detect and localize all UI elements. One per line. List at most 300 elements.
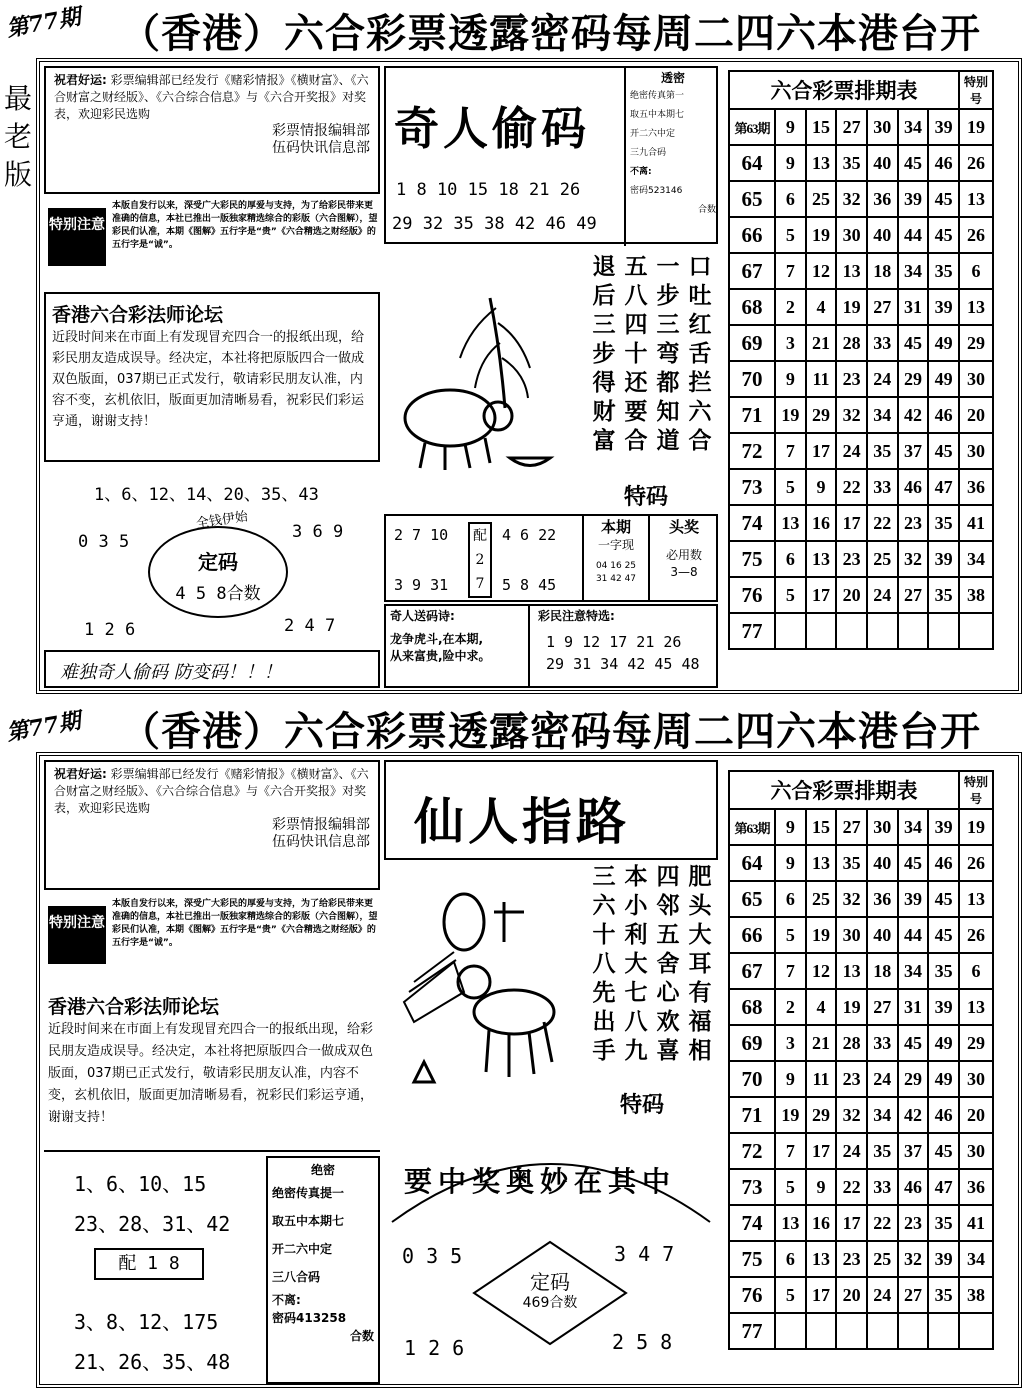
number-cell: 13 <box>775 505 806 541</box>
special-cell: 36 <box>959 469 993 505</box>
schedule-table <box>728 770 994 1350</box>
number-cell: 22 <box>836 469 867 505</box>
number-cell: 32 <box>836 397 867 433</box>
number-cell: 9 <box>775 145 806 181</box>
schedule-title: 六合彩票排期表 <box>729 771 959 809</box>
number-cell: 39 <box>928 541 959 577</box>
special-cell: 13 <box>959 181 993 217</box>
number-cell: 32 <box>898 1241 929 1277</box>
diamond-bottom-left: 1 2 6 <box>404 1336 465 1360</box>
number-cell: 17 <box>836 1205 867 1241</box>
number-cell: 25 <box>867 1241 898 1277</box>
number-cell: 5 <box>775 217 806 253</box>
headline: （香港）六合彩票透露密码每周二四六本港台开 <box>120 708 981 755</box>
number-cell: 36 <box>867 881 898 917</box>
main-title: 奇人偷码 <box>394 102 591 155</box>
circle-code-area <box>44 470 380 648</box>
special-cell: 30 <box>959 361 993 397</box>
poem-column-2: 五八四十还要合 <box>624 253 648 454</box>
special-cell: 30 <box>959 1133 993 1169</box>
special-cell <box>959 1313 993 1349</box>
special-cell: 20 <box>959 397 993 433</box>
number-cell: 35 <box>928 505 959 541</box>
period-cell: 70 <box>729 1061 775 1097</box>
number-cell <box>775 613 806 649</box>
secret-row-2: 29 32 35 38 42 46 49 <box>392 214 597 234</box>
special-cell: 13 <box>959 289 993 325</box>
secret-box <box>384 66 718 244</box>
number-cell <box>898 613 929 649</box>
period-cell: 72 <box>729 433 775 469</box>
number-cell: 39 <box>928 809 959 845</box>
number-cell: 29 <box>898 361 929 397</box>
mid-grid <box>384 514 718 602</box>
benqi-box: 本期 一字现 04 16 25 31 42 47 <box>582 516 648 602</box>
schedule-row <box>729 145 993 181</box>
schedule-row <box>729 433 993 469</box>
schedule-row <box>729 109 993 145</box>
period-cell: 65 <box>729 181 775 217</box>
number-cell: 21 <box>806 325 837 361</box>
number-cell: 2 <box>775 989 806 1025</box>
special-cell: 30 <box>959 433 993 469</box>
number-cell: 12 <box>806 953 837 989</box>
forum-title: 香港六合彩法师论坛 <box>48 996 220 1018</box>
arch-area <box>384 1126 718 1384</box>
number-cell: 5 <box>775 1277 806 1313</box>
number-cell: 33 <box>867 1025 898 1061</box>
toujiang-box: 头奖 必用数 3—8 <box>648 516 718 602</box>
number-cell: 24 <box>836 433 867 469</box>
number-cell: 24 <box>836 1133 867 1169</box>
number-cell: 33 <box>867 325 898 361</box>
number-cell: 45 <box>898 145 929 181</box>
schedule-row <box>729 1313 993 1349</box>
diamond-right: 3 4 7 <box>614 1242 675 1266</box>
circle-left-numbers: 0 3 5 <box>78 532 130 552</box>
number-cell: 5 <box>775 577 806 613</box>
period-cell: 第63期 <box>729 809 775 845</box>
number-cell: 3 <box>775 1025 806 1061</box>
notice-badge: 特别注意 <box>48 208 106 266</box>
number-cell: 32 <box>836 181 867 217</box>
greeting-box <box>44 760 380 890</box>
schedule-header-row <box>729 771 993 809</box>
schedule-row <box>729 289 993 325</box>
period-cell: 65 <box>729 881 775 917</box>
schedule-row <box>729 613 993 649</box>
period-cell: 66 <box>729 917 775 953</box>
circle-arc-text: 全钱伊始 <box>195 509 249 532</box>
schedule-row <box>729 361 993 397</box>
diamond-bottom-right: 2 5 8 <box>612 1330 673 1354</box>
number-cell <box>928 613 959 649</box>
number-cell: 13 <box>775 1205 806 1241</box>
special-cell: 26 <box>959 217 993 253</box>
period-cell: 74 <box>729 1205 775 1241</box>
number-cell: 13 <box>836 953 867 989</box>
title-box <box>384 760 718 860</box>
pair-box: 配 1 8 <box>94 1248 204 1280</box>
number-cell: 6 <box>775 1241 806 1277</box>
number-cell: 27 <box>867 989 898 1025</box>
number-cell: 39 <box>928 109 959 145</box>
period-cell: 71 <box>729 397 775 433</box>
number-cell: 27 <box>836 809 867 845</box>
code-ellipse <box>148 526 288 618</box>
number-cell: 28 <box>836 1025 867 1061</box>
number-cell: 13 <box>836 253 867 289</box>
number-cell: 49 <box>928 325 959 361</box>
period-cell: 72 <box>729 1133 775 1169</box>
special-cell: 36 <box>959 1169 993 1205</box>
period-cell: 66 <box>729 217 775 253</box>
number-cell: 22 <box>867 505 898 541</box>
number-cell: 34 <box>898 109 929 145</box>
period-cell: 67 <box>729 253 775 289</box>
poem-column-3: 四邻五舍心欢喜 <box>656 863 680 1064</box>
number-cell: 17 <box>806 1277 837 1313</box>
number-cell: 35 <box>867 1133 898 1169</box>
special-cell: 26 <box>959 145 993 181</box>
forum-box <box>44 292 380 462</box>
secret-side-title: 透密 <box>660 71 685 85</box>
number-cell: 33 <box>867 1169 898 1205</box>
schedule-row <box>729 181 993 217</box>
number-cell: 46 <box>928 845 959 881</box>
number-cell: 18 <box>867 253 898 289</box>
number-cell: 39 <box>928 289 959 325</box>
number-cell: 34 <box>898 953 929 989</box>
number-cell: 13 <box>806 1241 837 1277</box>
poem-footer: 特码 <box>620 1092 665 1118</box>
circle-bottom-left: 1 2 6 <box>84 620 136 640</box>
special-cell: 38 <box>959 577 993 613</box>
number-cell: 3 <box>775 325 806 361</box>
number-cell: 13 <box>806 541 837 577</box>
period-cell: 69 <box>729 325 775 361</box>
number-cell: 45 <box>928 217 959 253</box>
number-cell: 19 <box>775 397 806 433</box>
number-cell: 15 <box>806 109 837 145</box>
number-cell: 17 <box>806 577 837 613</box>
special-cell: 41 <box>959 1205 993 1241</box>
number-cell: 2 <box>775 289 806 325</box>
forum-text: 近段时间来在市面上有发现冒充四合一的报纸出现，给彩民朋友造成误导。经决定，本社将把原版四合一做成双色版面，037期已正式发行，敬请彩民朋友认准，内容不变，玄机依旧，版面更加清晰易看，祝彩民们彩运亨通，谢谢支持！ <box>48 1022 374 1125</box>
schedule-title: 六合彩票排期表 <box>729 71 959 109</box>
number-cell: 47 <box>928 1169 959 1205</box>
nums-line-3: 3、8、12、175 <box>74 1310 219 1334</box>
greeting-title: 祝君好运: <box>54 767 107 781</box>
number-cell: 20 <box>836 577 867 613</box>
poem-area <box>384 248 718 510</box>
number-cell: 9 <box>806 1169 837 1205</box>
number-cell: 22 <box>836 1169 867 1205</box>
schedule-row <box>729 989 993 1025</box>
number-cell <box>806 613 837 649</box>
greeting-sign-2: 伍码快讯信息部 <box>272 140 370 156</box>
number-cell: 6 <box>775 541 806 577</box>
number-cell <box>867 613 898 649</box>
schedule-row <box>729 917 993 953</box>
forum-title: 香港六合彩法师论坛 <box>52 304 224 326</box>
number-cell: 32 <box>836 881 867 917</box>
special-cell: 34 <box>959 541 993 577</box>
number-cell: 45 <box>928 881 959 917</box>
period-cell: 76 <box>729 577 775 613</box>
number-cell: 13 <box>806 845 837 881</box>
number-cell: 35 <box>928 953 959 989</box>
number-cell: 40 <box>867 845 898 881</box>
number-cell: 23 <box>836 1241 867 1277</box>
number-cell: 44 <box>898 917 929 953</box>
special-cell: 19 <box>959 809 993 845</box>
special-pick: 彩民注意特选: 1 9 12 17 21 26 29 31 34 42 45 48 <box>538 609 700 673</box>
number-cell: 29 <box>806 397 837 433</box>
period-cell: 76 <box>729 1277 775 1313</box>
schedule-header-row <box>729 71 993 109</box>
number-cell: 19 <box>806 217 837 253</box>
number-cell: 24 <box>867 1277 898 1313</box>
number-cell: 21 <box>806 1025 837 1061</box>
number-cell: 40 <box>867 217 898 253</box>
number-cell: 25 <box>806 181 837 217</box>
number-cell: 17 <box>806 433 837 469</box>
pig-illustration <box>390 288 580 488</box>
number-cell: 30 <box>867 809 898 845</box>
main-title: 仙人指路 <box>414 792 630 851</box>
gift-poem: 奇人送码诗: 龙争虎斗,在本期, 从来富贵,险中求。 <box>386 606 530 686</box>
number-cell: 4 <box>806 289 837 325</box>
nums-line-1: 1、6、10、15 <box>74 1172 207 1196</box>
numbers-box <box>44 1156 264 1384</box>
number-cell: 45 <box>928 181 959 217</box>
number-cell <box>867 1313 898 1349</box>
number-cell: 29 <box>898 1061 929 1097</box>
circle-center-sub: 4 5 8合数 <box>175 584 261 604</box>
number-cell: 35 <box>928 1277 959 1313</box>
period-cell: 77 <box>729 1313 775 1349</box>
number-cell: 13 <box>806 145 837 181</box>
period-cell: 68 <box>729 289 775 325</box>
circle-top-numbers: 1、6、12、14、20、35、43 <box>94 485 319 505</box>
number-cell: 46 <box>898 469 929 505</box>
notice-badge: 特别注意 <box>48 906 106 964</box>
special-cell: 26 <box>959 845 993 881</box>
number-cell: 45 <box>928 433 959 469</box>
mid-bottom <box>384 604 718 688</box>
special-cell: 41 <box>959 505 993 541</box>
special-cell: 29 <box>959 1025 993 1061</box>
issue-tag: 第77期 <box>4 3 83 43</box>
number-cell: 29 <box>806 1097 837 1133</box>
poem-column-2: 本小利大七八九 <box>624 863 648 1064</box>
schedule-row <box>729 397 993 433</box>
arch-text: 要中奖奥妙在其中 <box>404 1165 677 1198</box>
schedule-row <box>729 469 993 505</box>
number-cell: 24 <box>867 1061 898 1097</box>
secret-row-1: 1 8 10 15 18 21 26 <box>396 180 581 200</box>
number-cell: 32 <box>898 541 929 577</box>
notice-text: 本版自发行以来，深受广大彩民的厚爱与支持，为了给彩民带来更准确的信息，本社已推出一版独家精选综合的彩版（六合图解），望彩民们认准，本期《图解》五行字是“贵”《六合精选之财经版》的五行字是“诚”。 <box>112 201 378 250</box>
number-cell: 23 <box>898 1205 929 1241</box>
number-cell: 20 <box>836 1277 867 1313</box>
number-cell: 19 <box>806 917 837 953</box>
circle-right-numbers: 3 6 9 <box>292 522 344 542</box>
greeting-sign-2: 伍码快讯信息部 <box>272 834 370 850</box>
period-cell: 70 <box>729 361 775 397</box>
number-cell: 18 <box>867 953 898 989</box>
number-cell: 16 <box>806 1205 837 1241</box>
number-cell <box>806 1313 837 1349</box>
forum-text: 近段时间来在市面上有发现冒充四合一的报纸出现，给彩民朋友造成误导。经决定，本社将把原版四合一做成双色版面，037期已正式发行，敬请彩民朋友认准，内容不变，玄机依旧，版面更加清晰易看，祝彩民们彩运亨通，谢谢支持！ <box>52 330 365 429</box>
period-cell: 75 <box>729 541 775 577</box>
notice-block <box>44 198 380 284</box>
number-cell: 39 <box>928 989 959 1025</box>
number-cell: 31 <box>898 289 929 325</box>
schedule-row <box>729 809 993 845</box>
number-cell: 9 <box>806 469 837 505</box>
secret-title: 绝密 <box>310 1163 335 1177</box>
number-cell: 40 <box>867 145 898 181</box>
number-cell: 32 <box>836 1097 867 1133</box>
circle-center-title: 定码 <box>198 550 238 574</box>
greeting-box <box>44 66 380 194</box>
number-cell: 5 <box>775 469 806 505</box>
schedule-row <box>729 217 993 253</box>
number-cell: 49 <box>928 1061 959 1097</box>
sheet-top <box>0 0 1026 695</box>
period-cell: 第63期 <box>729 109 775 145</box>
number-cell: 49 <box>928 361 959 397</box>
circle-bottom-right: 2 4 7 <box>284 616 336 636</box>
number-cell: 37 <box>898 1133 929 1169</box>
schedule-row <box>729 1205 993 1241</box>
number-cell: 22 <box>867 1205 898 1241</box>
number-cell: 31 <box>898 989 929 1025</box>
number-cell: 34 <box>867 1097 898 1133</box>
notice-block <box>44 894 380 982</box>
number-cell: 25 <box>867 541 898 577</box>
number-cell: 5 <box>775 1169 806 1205</box>
poem-area <box>384 862 718 1122</box>
number-cell: 40 <box>867 917 898 953</box>
number-cell: 45 <box>898 325 929 361</box>
period-cell: 73 <box>729 469 775 505</box>
grid-center: 配 2 7 <box>468 522 492 598</box>
special-cell: 29 <box>959 325 993 361</box>
schedule-row <box>729 881 993 917</box>
sheet-bottom <box>0 696 1026 1391</box>
number-cell: 5 <box>775 917 806 953</box>
number-cell: 23 <box>836 541 867 577</box>
number-cell: 46 <box>928 1097 959 1133</box>
schedule-row <box>729 325 993 361</box>
number-cell: 19 <box>836 989 867 1025</box>
number-cell: 7 <box>775 433 806 469</box>
number-cell: 7 <box>775 1133 806 1169</box>
greeting-body: 彩票编辑部已经发行《赌彩情报》《横财富》、《六合财富之财经版》、《六合综合信息》与《六合开奖报》对奖表，欢迎彩民选购 <box>54 73 369 121</box>
schedule-row <box>729 253 993 289</box>
schedule-table <box>728 70 994 650</box>
number-cell: 30 <box>836 217 867 253</box>
number-cell: 45 <box>898 845 929 881</box>
number-cell: 45 <box>928 917 959 953</box>
notice-text: 本版自发行以来，深受广大彩民的厚爱与支持，为了给彩民带来更准确的信息，本社已推出一版独家精选综合的彩版（六合图解），望彩民们认准，本期《图解》五行字是“贵”《六合精选之财经版》的五行字是“诚”。 <box>112 899 378 948</box>
number-cell <box>836 613 867 649</box>
schedule-row <box>729 1133 993 1169</box>
headline: （香港）六合彩票透露密码每周二四六本港台开 <box>120 10 981 57</box>
special-cell: 20 <box>959 1097 993 1133</box>
period-cell: 75 <box>729 1241 775 1277</box>
footer-note-box <box>44 650 380 688</box>
nums-line-4: 21、26、35、48 <box>74 1350 231 1374</box>
special-cell: 6 <box>959 953 993 989</box>
schedule-row <box>729 505 993 541</box>
number-cell: 24 <box>867 577 898 613</box>
number-cell: 27 <box>898 1277 929 1313</box>
number-cell: 35 <box>928 1205 959 1241</box>
number-cell: 9 <box>775 361 806 397</box>
number-cell: 35 <box>836 845 867 881</box>
number-cell: 42 <box>898 1097 929 1133</box>
number-cell: 9 <box>775 109 806 145</box>
greeting-sign-1: 彩票情报编辑部 <box>272 817 370 833</box>
issue-tag: 第77期 <box>4 707 83 747</box>
number-cell: 27 <box>898 577 929 613</box>
number-cell: 39 <box>928 1241 959 1277</box>
number-cell: 35 <box>836 145 867 181</box>
number-cell: 23 <box>836 361 867 397</box>
number-cell: 23 <box>898 505 929 541</box>
period-cell: 64 <box>729 845 775 881</box>
period-cell: 69 <box>729 1025 775 1061</box>
schedule-row <box>729 1025 993 1061</box>
number-cell: 34 <box>898 809 929 845</box>
schedule-row <box>729 845 993 881</box>
number-cell: 7 <box>775 253 806 289</box>
number-cell <box>898 1313 929 1349</box>
number-cell: 49 <box>928 1025 959 1061</box>
greeting-title: 祝君好运: <box>54 73 107 87</box>
number-cell: 9 <box>775 845 806 881</box>
number-cell: 11 <box>806 1061 837 1097</box>
number-cell: 45 <box>928 1133 959 1169</box>
poem-footer: 特码 <box>624 484 669 510</box>
number-cell: 44 <box>898 217 929 253</box>
special-cell <box>959 613 993 649</box>
number-cell: 37 <box>898 433 929 469</box>
period-cell: 64 <box>729 145 775 181</box>
special-cell: 34 <box>959 1241 993 1277</box>
number-cell: 16 <box>806 505 837 541</box>
number-cell: 39 <box>898 881 929 917</box>
grid-left-top: 2 7 10 <box>394 526 449 544</box>
footer-note: 难独奇人偷码 防变码！！！ <box>60 662 282 683</box>
poem-column-3: 一步三弯都知道 <box>656 253 680 454</box>
number-cell: 34 <box>898 253 929 289</box>
greeting-body: 彩票编辑部已经发行《赌彩情报》《横财富》、《六合财富之财经版》、《六合综合信息》与《六合开奖报》对奖表，欢迎彩民选购 <box>54 767 369 815</box>
number-cell: 15 <box>806 809 837 845</box>
number-cell: 33 <box>867 469 898 505</box>
grid-left-bottom: 3 9 31 <box>394 576 449 594</box>
number-cell: 27 <box>867 289 898 325</box>
number-cell: 46 <box>928 397 959 433</box>
nums-line-2: 23、28、31、42 <box>74 1212 231 1236</box>
number-cell: 6 <box>775 181 806 217</box>
number-cell <box>928 1313 959 1349</box>
period-cell: 67 <box>729 953 775 989</box>
